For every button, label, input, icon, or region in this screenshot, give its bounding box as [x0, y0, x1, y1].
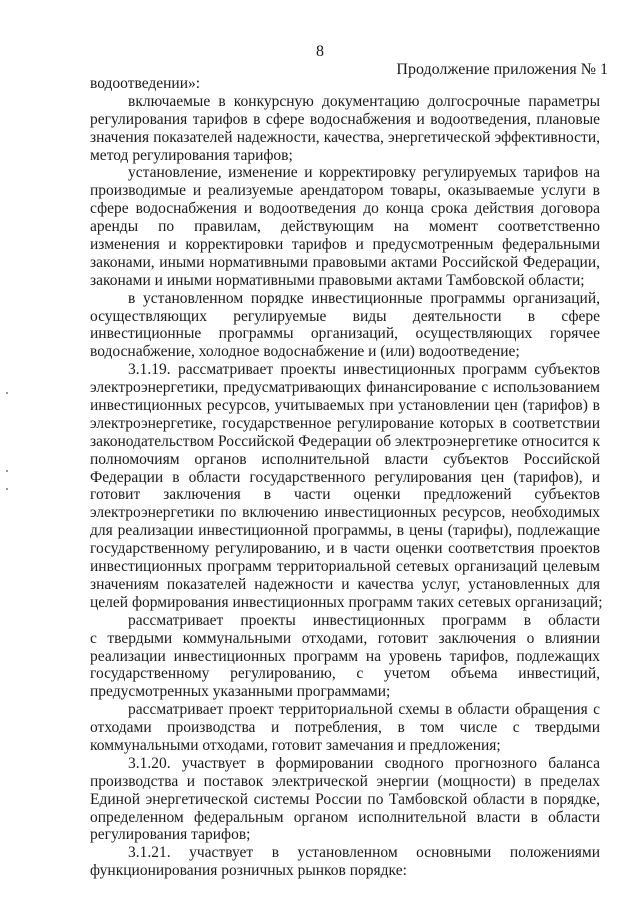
text-line: полномочиям органов исполнительной власти субъектов Российской	[90, 450, 600, 468]
text-line: рассматривает проект территориальной схемы в области обращения с	[128, 701, 600, 719]
text-line: реализации инвестиционных программ на уровень тарифов, подлежащих	[90, 647, 600, 665]
text-line: Федерации в области государственного регулирования цен (тарифов), и	[90, 468, 600, 486]
text-line: изменения и корректировки тарифов и предусмотренным федеральными	[90, 236, 600, 254]
text-line: с твердыми коммунальными отходами, готовит заключения о влиянии	[90, 629, 600, 647]
text-line: 3.1.19. рассматривает проекты инвестиционных программ субъектов	[128, 361, 600, 379]
page-number: 8	[316, 43, 324, 60]
text-line: целей формирования инвестиционных программ таких сетевых организаций;	[90, 593, 603, 611]
text-line: в установленном порядке инвестиционные программы организаций,	[128, 289, 600, 307]
text-line: электроэнергетики по включению инвестиционных ресурсов, необходимых	[90, 504, 600, 522]
text-line: значения показателей надежности, качества, энергетической эффективности,	[90, 128, 600, 146]
text-line: включаемые в конкурсную документацию долгосрочные параметры	[128, 92, 600, 110]
text-line: для реализации инвестиционной программы, в цены (тарифы), подлежащие	[90, 522, 600, 540]
scan-artifact	[6, 470, 8, 472]
text-line: инвестиционные программы организаций, осуществляющих горячее	[90, 325, 600, 343]
text-line: значениям показателей надежности и качества услуг, установленных для	[90, 575, 600, 593]
scan-artifact	[6, 392, 8, 394]
text-line: осуществляющих регулируемые виды деятельности в сфере	[90, 307, 600, 325]
scan-artifact	[6, 488, 8, 490]
text-line: регулирования тарифов;	[90, 826, 251, 844]
text-line: Единой энергетической системы России по Тамбовской области в порядке,	[90, 790, 600, 808]
text-line: рассматривает проекты инвестиционных программ в области	[128, 611, 600, 629]
text-line: законами и иными нормативными правовыми актами Тамбовской области;	[90, 271, 585, 289]
text-line: определенном федеральным органом исполнительной власти в области	[90, 808, 600, 826]
text-line: электроэнергетики, предусматривающих финансирование с использованием	[90, 379, 600, 397]
text-line: функционирования розничных рынков порядке:	[90, 862, 407, 880]
text-line: отходами производства и потребления, в том числе с твердыми	[90, 719, 600, 737]
text-line: законодательством Российской Федерации об электроэнергетике относится к	[90, 432, 600, 450]
text-line: готовит заключения в части оценки предложений субъектов	[90, 486, 600, 504]
text-line: производимые и реализуемые арендатором товары, оказываемые услуги в	[90, 182, 600, 200]
document-body	[90, 75, 603, 880]
text-line: аренды по правилам, действующим на момент соответственно	[90, 218, 600, 236]
text-line: 3.1.20. участвует в формировании сводного прогнозного баланса	[128, 754, 600, 772]
text-line: электроэнергетике, государственное регулирование которых в соответствии	[90, 414, 600, 432]
text-line: законами, иными нормативными правовыми актами Российской Федерации,	[90, 253, 600, 271]
text-line: инвестиционных программ территориальной сетевых организаций целевым	[90, 558, 600, 576]
text-line: водоснабжение, холодное водоснабжение и (или) водоотведение;	[90, 343, 520, 361]
text-line: государственному регулированию, с учетом объема инвестиций,	[90, 665, 600, 683]
text-line: предусмотренных указанными программами;	[90, 683, 391, 701]
appendix-note: Продолжение приложения № 1	[396, 61, 608, 78]
text-line: коммунальными отходами, готовит замечания и предложения;	[90, 736, 501, 754]
text-line: водоотведении»:	[90, 75, 201, 92]
text-line: государственному регулированию, и в части оценки соответствия проектов	[90, 540, 600, 558]
text-line: регулирования тарифов в сфере водоснабжения и водоотведения, плановые	[90, 110, 600, 128]
text-line: установление, изменение и корректировку регулируемых тарифов на	[128, 164, 600, 182]
text-line: 3.1.21. участвует в установленном основными положениями	[128, 844, 600, 862]
text-line: метод регулирования тарифов;	[90, 146, 293, 164]
text-line: сфере водоснабжения и водоотведения до конца срока действия договора	[90, 200, 600, 218]
text-line: производства и поставок электрической энергии (мощности) в пределах	[90, 772, 600, 790]
text-line: инвестиционных ресурсов, учитываемых при установлении цен (тарифов) в	[90, 397, 600, 415]
